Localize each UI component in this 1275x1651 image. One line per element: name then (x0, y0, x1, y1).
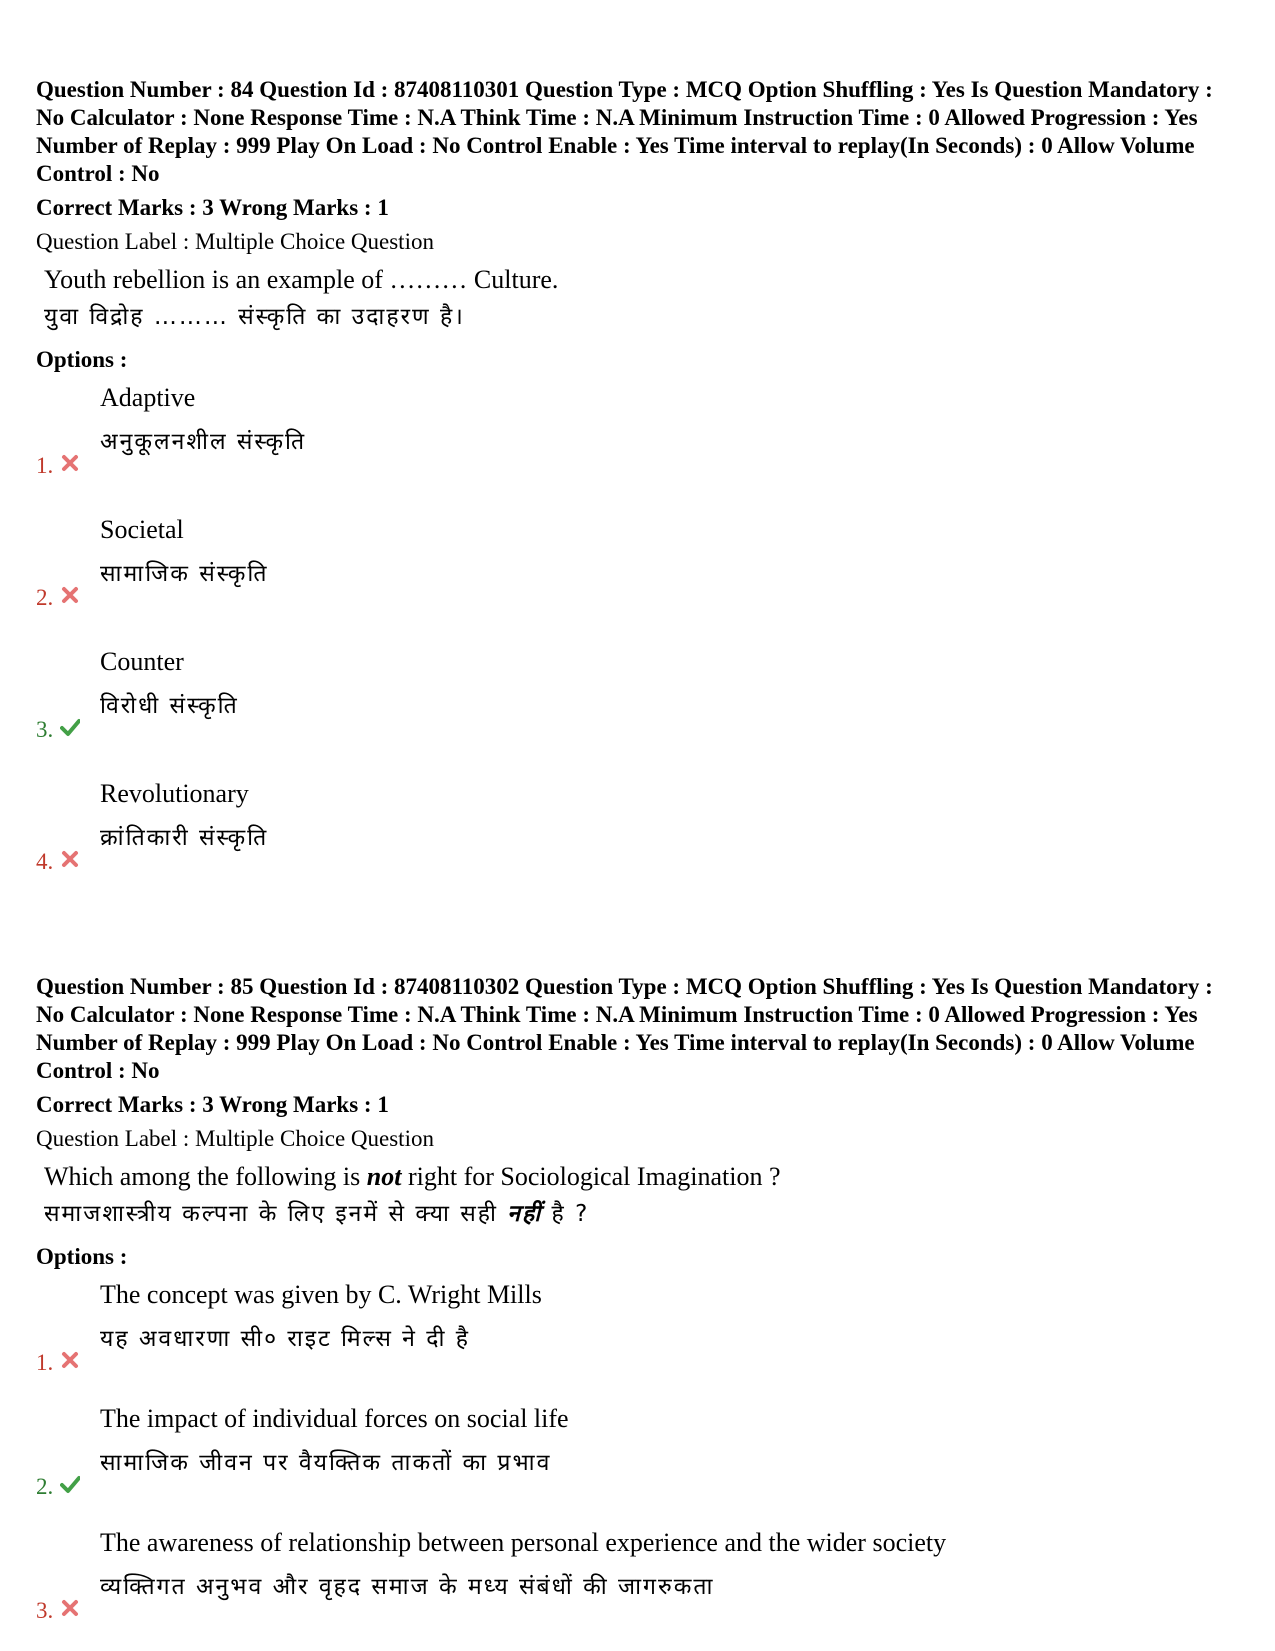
marks-line: Correct Marks : 3 Wrong Marks : 1 (36, 195, 389, 220)
cross-icon (60, 848, 80, 870)
option-2 (36, 1395, 1236, 1519)
option-4 (36, 770, 1236, 902)
option-number: 2. (36, 585, 54, 610)
option-text-english: Counter (100, 647, 184, 676)
option-number: 4. (36, 849, 54, 874)
option-text-english: The concept was given by C. Wright Mills (100, 1280, 542, 1309)
check-icon (60, 1473, 80, 1495)
option-1 (36, 1271, 1236, 1395)
cross-icon (60, 1349, 80, 1371)
option-text-hindi: विरोधी संस्कृति (100, 693, 239, 719)
question-meta: Question Number : 85 Question Id : 87408110302 Question Type : MCQ Option Shuffling : Yes Is Question Mandatory : No Calculator : None Response Time : N.A Think Time : N.A Minimum Instruction Time : 0 Allowed Progression : Yes Number of Replay : 999 Play On Load : No Control Enable : Yes Time interval to replay(In Seconds) : 0 Allow Volume Control : No (36, 974, 1213, 1083)
question-84 (36, 76, 1236, 902)
question-stem-english (36, 1161, 1236, 1193)
option-2 (36, 506, 1236, 638)
option-number: 1. (36, 1350, 54, 1375)
option-number: 3. (36, 1598, 54, 1623)
option-text-english: Adaptive (100, 383, 196, 412)
option-number: 2. (36, 1474, 54, 1499)
question-85 (36, 973, 1236, 1643)
option-text-hindi: सामाजिक जीवन पर वैयक्तिक ताकतों का प्रभाव (100, 1450, 552, 1476)
question-stem-english: Youth rebellion is an example of ……… Culture. (44, 265, 559, 294)
stem-text: right for Sociological Imagination ? (401, 1162, 781, 1191)
stem-text: समाजशास्त्रीय कल्पना के लिए इनमें से क्या सही (44, 1201, 508, 1227)
stem-emphasis: not (366, 1162, 402, 1191)
option-number: 3. (36, 717, 54, 742)
question-stem-hindi: युवा विद्रोह ……… संस्कृति का उदाहरण है। (44, 304, 465, 330)
cross-icon (60, 584, 80, 606)
option-text-english: Societal (100, 515, 184, 544)
stem-text: Which among the following is (44, 1162, 367, 1191)
question-label: Question Label : Multiple Choice Question (36, 1126, 434, 1151)
option-number: 1. (36, 453, 54, 478)
stem-text: है ? (542, 1201, 590, 1227)
check-icon (60, 716, 80, 738)
option-text-english: Revolutionary (100, 779, 249, 808)
option-text-hindi: सामाजिक संस्कृति (100, 561, 269, 587)
option-text-english: The impact of individual forces on social life (100, 1404, 569, 1433)
option-3 (36, 638, 1236, 770)
option-text-english: The awareness of relationship between personal experience and the wider society (100, 1528, 947, 1557)
stem-emphasis: नहीं (507, 1201, 543, 1227)
options-heading: Options : (36, 1244, 128, 1269)
option-text-hindi: क्रांतिकारी संस्कृति (100, 825, 269, 851)
cross-icon (60, 452, 80, 474)
question-meta: Question Number : 84 Question Id : 87408110301 Question Type : MCQ Option Shuffling : Yes Is Question Mandatory : No Calculator : None Response Time : N.A Think Time : N.A Minimum Instruction Time : 0 Allowed Progression : Yes Number of Replay : 999 Play On Load : No Control Enable : Yes Time interval to replay(In Seconds) : 0 Allow Volume Control : No (36, 77, 1213, 186)
marks-line: Correct Marks : 3 Wrong Marks : 1 (36, 1092, 389, 1117)
option-text-hindi: व्यक्तिगत अनुभव और वृहद समाज के मध्य संबंधों की जागरुकता (100, 1574, 715, 1600)
option-1 (36, 374, 1236, 506)
option-text-hindi: अनुकूलनशील संस्कृति (100, 429, 307, 455)
options-heading: Options : (36, 347, 128, 372)
option-3 (36, 1519, 1236, 1643)
option-text-hindi: यह अवधारणा सी० राइट मिल्स ने दी है (100, 1326, 470, 1352)
question-stem-hindi (36, 1197, 1236, 1231)
cross-icon (60, 1597, 80, 1619)
question-label: Question Label : Multiple Choice Question (36, 229, 434, 254)
